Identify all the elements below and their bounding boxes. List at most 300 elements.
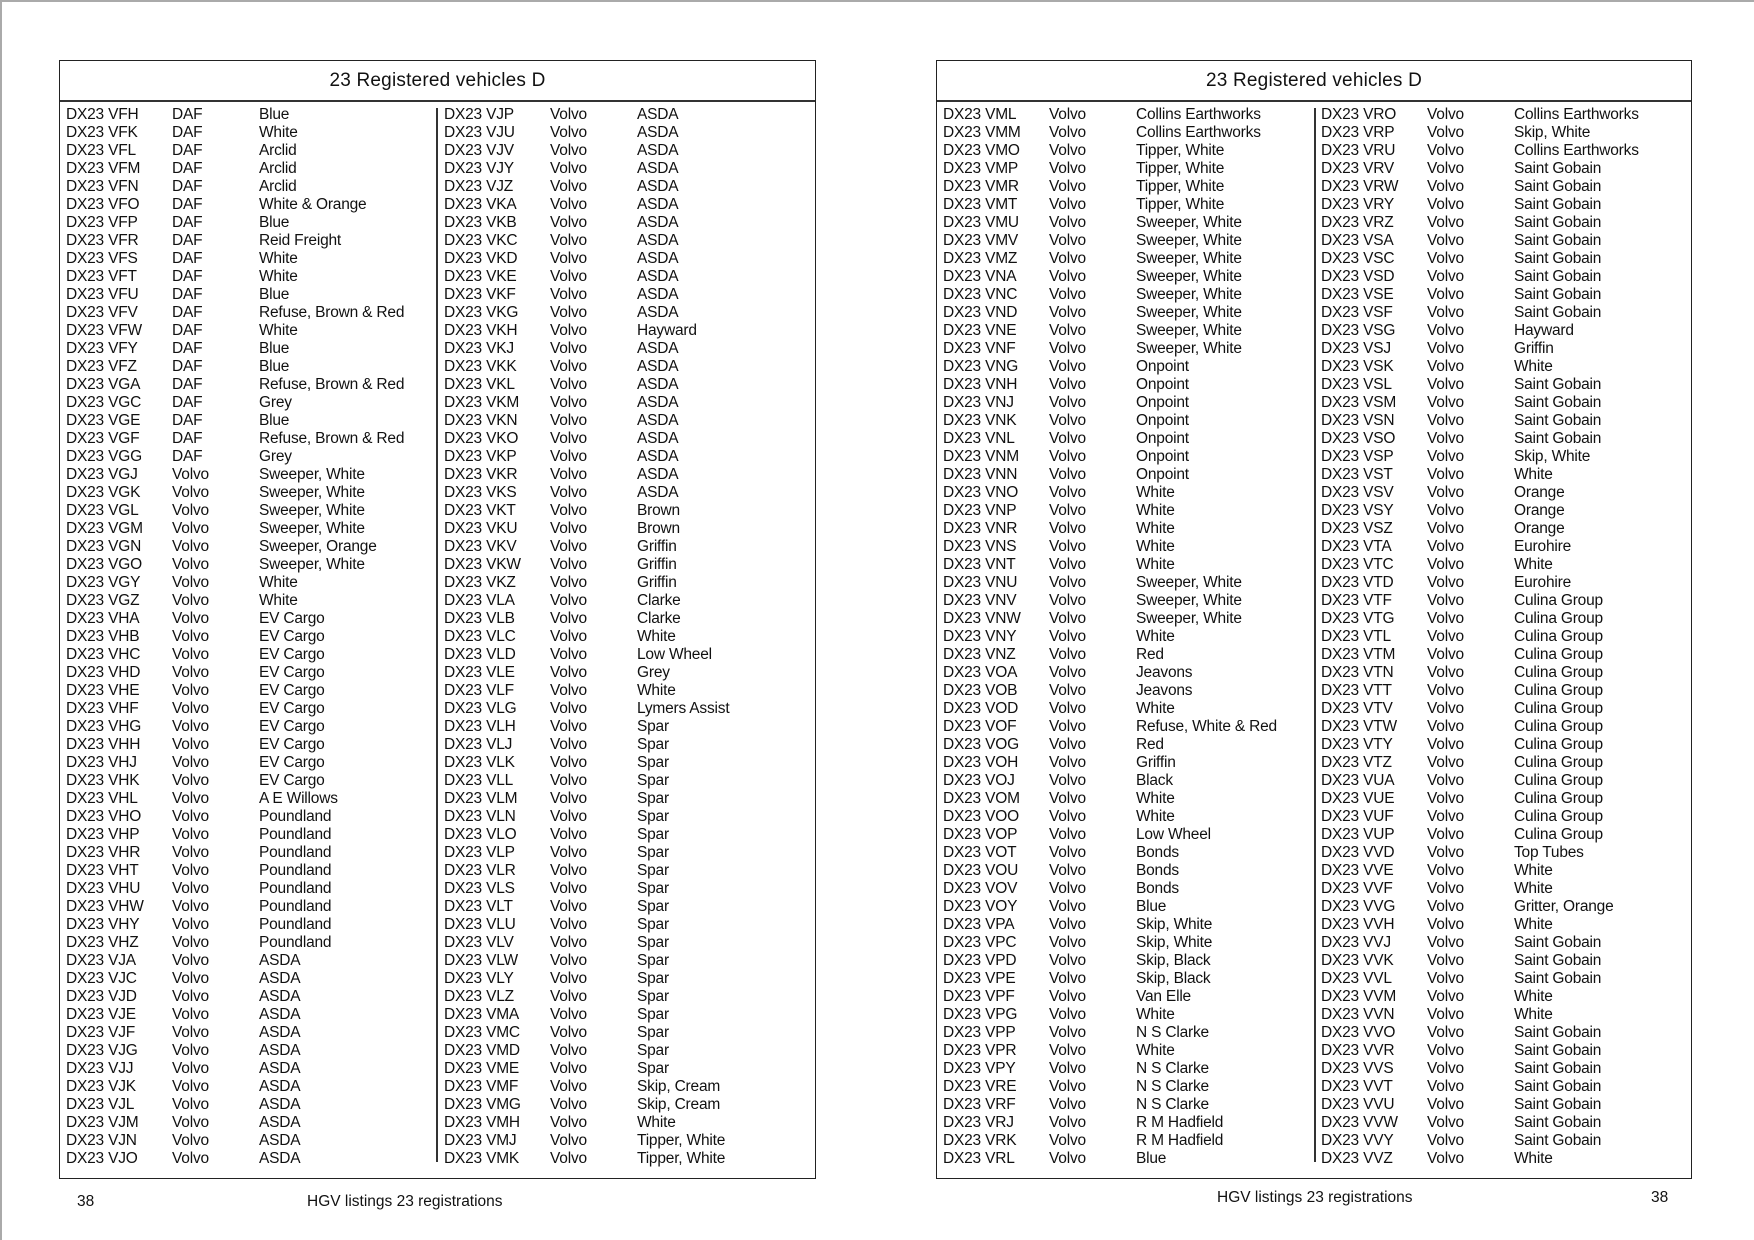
operator-cell: White — [1136, 556, 1175, 573]
make-cell: Volvo — [550, 178, 587, 195]
registration-cell: DX23 VHC — [66, 646, 141, 663]
operator-cell: ASDA — [259, 1006, 301, 1023]
registration-cell: DX23 VOM — [943, 790, 1020, 807]
operator-cell: Spar — [637, 1006, 669, 1023]
registration-cell: DX23 VJF — [66, 1024, 136, 1041]
make-cell: Volvo — [172, 1078, 209, 1095]
operator-cell: Brown — [637, 502, 680, 519]
registration-cell: DX23 VHD — [66, 664, 141, 681]
registration-cell: DX23 VGO — [66, 556, 142, 573]
registration-cell: DX23 VHH — [66, 736, 141, 753]
registration-cell: DX23 VGL — [66, 502, 139, 519]
make-cell: Volvo — [172, 1132, 209, 1149]
operator-cell: Saint Gobain — [1514, 952, 1602, 969]
make-cell: Volvo — [550, 556, 587, 573]
operator-cell: White — [259, 268, 298, 285]
registration-cell: DX23 VMV — [943, 232, 1019, 249]
make-cell: Volvo — [550, 196, 587, 213]
make-cell: DAF — [172, 286, 203, 303]
operator-cell: Spar — [637, 934, 669, 951]
operator-cell: ASDA — [637, 376, 679, 393]
registration-cell: DX23 VSV — [1321, 484, 1394, 501]
make-cell: Volvo — [172, 754, 209, 771]
operator-cell: Saint Gobain — [1514, 970, 1602, 987]
registration-cell: DX23 VJC — [66, 970, 137, 987]
operator-cell: EV Cargo — [259, 754, 325, 771]
registration-cell: DX23 VGA — [66, 376, 141, 393]
operator-cell: Sweeper, White — [1136, 304, 1242, 321]
make-cell: Volvo — [1427, 268, 1464, 285]
operator-cell: R M Hadfield — [1136, 1114, 1224, 1131]
make-cell: DAF — [172, 178, 203, 195]
registration-cell: DX23 VMR — [943, 178, 1019, 195]
operator-cell: EV Cargo — [259, 682, 325, 699]
operator-cell: Spar — [637, 826, 669, 843]
operator-cell: Saint Gobain — [1514, 286, 1602, 303]
registration-cell: DX23 VTA — [1321, 538, 1392, 555]
operator-cell: Spar — [637, 1042, 669, 1059]
operator-cell: Bonds — [1136, 862, 1179, 879]
make-cell: Volvo — [1049, 1024, 1086, 1041]
registration-cell: DX23 VHO — [66, 808, 142, 825]
operator-cell: Red — [1136, 736, 1164, 753]
make-cell: Volvo — [1049, 610, 1086, 627]
make-cell: Volvo — [550, 124, 587, 141]
page-title: 23 Registered vehicles D — [937, 61, 1691, 102]
operator-cell: White — [1514, 880, 1553, 897]
make-cell: Volvo — [172, 1024, 209, 1041]
operator-cell: Hayward — [637, 322, 697, 339]
operator-cell: Culina Group — [1514, 700, 1603, 717]
registration-cell: DX23 VUF — [1321, 808, 1394, 825]
registration-cell: DX23 VLV — [444, 934, 514, 951]
operator-cell: Arclid — [259, 160, 297, 177]
registration-cell: DX23 VNV — [943, 592, 1017, 609]
registration-cell: DX23 VSO — [1321, 430, 1396, 447]
registration-cell: DX23 VMH — [444, 1114, 520, 1131]
make-cell: Volvo — [1049, 880, 1086, 897]
make-cell: Volvo — [550, 376, 587, 393]
registration-cell: DX23 VOF — [943, 718, 1017, 735]
operator-cell: Spar — [637, 844, 669, 861]
make-cell: Volvo — [1427, 808, 1464, 825]
operator-cell: Grey — [259, 394, 292, 411]
registration-cell: DX23 VLD — [444, 646, 516, 663]
make-cell: Volvo — [550, 538, 587, 555]
registration-cell: DX23 VJP — [444, 106, 514, 123]
operator-cell: White — [1514, 556, 1553, 573]
operator-cell: N S Clarke — [1136, 1060, 1209, 1077]
operator-cell: Sweeper, White — [1136, 286, 1242, 303]
registration-cell: DX23 VKL — [444, 376, 515, 393]
registration-cell: DX23 VRP — [1321, 124, 1395, 141]
registration-cell: DX23 VSN — [1321, 412, 1395, 429]
registration-cell: DX23 VHR — [66, 844, 141, 861]
operator-cell: Saint Gobain — [1514, 1132, 1602, 1149]
make-cell: Volvo — [1049, 232, 1086, 249]
make-cell: Volvo — [1049, 1132, 1086, 1149]
registration-cell: DX23 VTL — [1321, 628, 1391, 645]
make-cell: Volvo — [550, 214, 587, 231]
registration-cell: DX23 VJE — [66, 1006, 136, 1023]
operator-cell: A E Willows — [259, 790, 338, 807]
make-cell: Volvo — [1427, 502, 1464, 519]
make-cell: Volvo — [1049, 196, 1086, 213]
operator-cell: Culina Group — [1514, 754, 1603, 771]
operator-cell: White — [1136, 520, 1175, 537]
make-cell: Volvo — [1427, 718, 1464, 735]
operator-cell: Saint Gobain — [1514, 232, 1602, 249]
footer-text: HGV listings 23 registrations — [1217, 1189, 1413, 1206]
registration-cell: DX23 VOA — [943, 664, 1018, 681]
make-cell: Volvo — [550, 1042, 587, 1059]
make-cell: DAF — [172, 322, 203, 339]
make-cell: DAF — [172, 214, 203, 231]
operator-cell: ASDA — [259, 1132, 301, 1149]
make-cell: Volvo — [1049, 556, 1086, 573]
make-cell: Volvo — [550, 430, 587, 447]
make-cell: Volvo — [550, 700, 587, 717]
make-cell: Volvo — [550, 1024, 587, 1041]
registration-cell: DX23 VNR — [943, 520, 1018, 537]
registration-cell: DX23 VFK — [66, 124, 138, 141]
make-cell: Volvo — [1049, 736, 1086, 753]
operator-cell: Low Wheel — [637, 646, 712, 663]
registration-cell: DX23 VFW — [66, 322, 142, 339]
registration-cell: DX23 VMA — [444, 1006, 520, 1023]
registration-cell: DX23 VSM — [1321, 394, 1397, 411]
registration-cell: DX23 VNL — [943, 430, 1015, 447]
make-cell: Volvo — [172, 934, 209, 951]
operator-cell: Saint Gobain — [1514, 160, 1602, 177]
registration-cell: DX23 VVD — [1321, 844, 1395, 861]
make-cell: Volvo — [550, 718, 587, 735]
operator-cell: Grey — [259, 448, 292, 465]
operator-cell: Jeavons — [1136, 682, 1193, 699]
operator-cell: Reid Freight — [259, 232, 342, 249]
operator-cell: ASDA — [259, 1150, 301, 1167]
make-cell: Volvo — [1427, 610, 1464, 627]
operator-cell: Blue — [259, 340, 290, 357]
make-cell: Volvo — [550, 682, 587, 699]
operator-cell: Poundland — [259, 916, 332, 933]
registration-cell: DX23 VLB — [444, 610, 515, 627]
make-cell: Volvo — [1427, 448, 1464, 465]
operator-cell: Sweeper, White — [1136, 610, 1242, 627]
operator-cell: Spar — [637, 808, 669, 825]
make-cell: DAF — [172, 124, 203, 141]
operator-cell: Low Wheel — [1136, 826, 1211, 843]
make-cell: Volvo — [1427, 466, 1464, 483]
operator-cell: Saint Gobain — [1514, 1024, 1602, 1041]
registration-cell: DX23 VHK — [66, 772, 140, 789]
registration-cell: DX23 VVW — [1321, 1114, 1398, 1131]
operator-cell: Culina Group — [1514, 682, 1603, 699]
make-cell: Volvo — [1049, 1114, 1086, 1131]
make-cell: Volvo — [172, 484, 209, 501]
registration-cell: DX23 VKE — [444, 268, 517, 285]
registration-cell: DX23 VLH — [444, 718, 516, 735]
make-cell: Volvo — [550, 358, 587, 375]
operator-cell: N S Clarke — [1136, 1078, 1209, 1095]
make-cell: Volvo — [1049, 970, 1086, 987]
operator-cell: Spar — [637, 988, 669, 1005]
make-cell: DAF — [172, 304, 203, 321]
make-cell: Volvo — [1049, 574, 1086, 591]
registration-cell: DX23 VHA — [66, 610, 140, 627]
operator-cell: Culina Group — [1514, 808, 1603, 825]
operator-cell: White — [259, 592, 298, 609]
make-cell: Volvo — [1049, 286, 1086, 303]
operator-cell: Jeavons — [1136, 664, 1193, 681]
registration-cell: DX23 VGY — [66, 574, 141, 591]
make-cell: Volvo — [172, 772, 209, 789]
make-cell: Volvo — [172, 844, 209, 861]
registration-cell: DX23 VJL — [66, 1096, 135, 1113]
operator-cell: Saint Gobain — [1514, 412, 1602, 429]
operator-cell: Refuse, Brown & Red — [259, 430, 405, 447]
make-cell: Volvo — [1049, 412, 1086, 429]
operator-cell: Tipper, White — [637, 1132, 726, 1149]
registration-cell: DX23 VVG — [1321, 898, 1396, 915]
make-cell: Volvo — [1427, 160, 1464, 177]
operator-cell: White — [1514, 988, 1553, 1005]
make-cell: Volvo — [1427, 1150, 1464, 1167]
make-cell: Volvo — [550, 394, 587, 411]
registration-cell: DX23 VKM — [444, 394, 520, 411]
registration-cell: DX23 VVN — [1321, 1006, 1395, 1023]
registration-cell: DX23 VPY — [943, 1060, 1016, 1077]
operator-cell: ASDA — [259, 1042, 301, 1059]
operator-cell: White — [637, 682, 676, 699]
operator-cell: Collins Earthworks — [1514, 106, 1639, 123]
operator-cell: Sweeper, White — [259, 556, 365, 573]
operator-cell: ASDA — [637, 196, 679, 213]
operator-cell: EV Cargo — [259, 700, 325, 717]
operator-cell: White — [1136, 808, 1175, 825]
make-cell: DAF — [172, 142, 203, 159]
operator-cell: ASDA — [637, 178, 679, 195]
make-cell: Volvo — [1427, 286, 1464, 303]
registration-cell: DX23 VMF — [444, 1078, 519, 1095]
operator-cell: Sweeper, White — [1136, 592, 1242, 609]
operator-cell: Sweeper, White — [259, 502, 365, 519]
make-cell: Volvo — [550, 322, 587, 339]
make-cell: Volvo — [1427, 394, 1464, 411]
registration-cell: DX23 VNM — [943, 448, 1019, 465]
make-cell: Volvo — [550, 934, 587, 951]
make-cell: Volvo — [550, 898, 587, 915]
operator-cell: EV Cargo — [259, 610, 325, 627]
make-cell: Volvo — [172, 952, 209, 969]
make-cell: Volvo — [172, 466, 209, 483]
listing-box-right — [936, 60, 1692, 1179]
registration-cell: DX23 VKF — [444, 286, 516, 303]
make-cell: Volvo — [550, 610, 587, 627]
operator-cell: ASDA — [637, 106, 679, 123]
make-cell: Volvo — [1427, 880, 1464, 897]
registration-cell: DX23 VKR — [444, 466, 518, 483]
registration-cell: DX23 VJJ — [66, 1060, 134, 1077]
make-cell: Volvo — [1427, 664, 1464, 681]
make-cell: Volvo — [1049, 1006, 1086, 1023]
operator-cell: Grey — [637, 664, 670, 681]
registration-cell: DX23 VLE — [444, 664, 515, 681]
operator-cell: ASDA — [637, 286, 679, 303]
registration-cell: DX23 VVT — [1321, 1078, 1393, 1095]
operator-cell: ASDA — [637, 250, 679, 267]
operator-cell: ASDA — [637, 412, 679, 429]
registration-cell: DX23 VFL — [66, 142, 136, 159]
operator-cell: Blue — [259, 214, 290, 231]
registration-cell: DX23 VTT — [1321, 682, 1392, 699]
make-cell: Volvo — [550, 1060, 587, 1077]
operator-cell: ASDA — [259, 1114, 301, 1131]
registration-cell: DX23 VKO — [444, 430, 519, 447]
operator-cell: Sweeper, White — [1136, 214, 1242, 231]
registration-cell: DX23 VOD — [943, 700, 1019, 717]
make-cell: Volvo — [1049, 448, 1086, 465]
make-cell: Volvo — [1049, 358, 1086, 375]
registration-cell: DX23 VGZ — [66, 592, 140, 609]
operator-cell: Onpoint — [1136, 466, 1189, 483]
make-cell: Volvo — [550, 808, 587, 825]
operator-cell: Sweeper, White — [1136, 322, 1242, 339]
registration-cell: DX23 VOV — [943, 880, 1018, 897]
make-cell: Volvo — [172, 790, 209, 807]
make-cell: Volvo — [1427, 592, 1464, 609]
make-cell: Volvo — [172, 718, 209, 735]
make-cell: Volvo — [172, 862, 209, 879]
registration-cell: DX23 VFY — [66, 340, 138, 357]
make-cell: Volvo — [550, 736, 587, 753]
make-cell: Volvo — [1427, 700, 1464, 717]
registration-cell: DX23 VRJ — [943, 1114, 1014, 1131]
registration-cell: DX23 VGK — [66, 484, 141, 501]
make-cell: Volvo — [1427, 1132, 1464, 1149]
make-cell: Volvo — [1049, 124, 1086, 141]
operator-cell: Blue — [259, 412, 290, 429]
operator-cell: ASDA — [259, 988, 301, 1005]
make-cell: Volvo — [172, 682, 209, 699]
registration-cell: DX23 VMK — [444, 1150, 520, 1167]
registration-cell: DX23 VSG — [1321, 322, 1396, 339]
operator-cell: Skip, Cream — [637, 1096, 721, 1113]
make-cell: Volvo — [1427, 304, 1464, 321]
make-cell: Volvo — [1427, 1042, 1464, 1059]
registration-cell: DX23 VKH — [444, 322, 518, 339]
make-cell: Volvo — [1049, 592, 1086, 609]
registration-cell: DX23 VNT — [943, 556, 1016, 573]
operator-cell: Clarke — [637, 610, 681, 627]
registration-cell: DX23 VMU — [943, 214, 1019, 231]
registration-cell: DX23 VJN — [66, 1132, 137, 1149]
operator-cell: ASDA — [637, 358, 679, 375]
make-cell: Volvo — [1049, 250, 1086, 267]
make-cell: Volvo — [1049, 808, 1086, 825]
registration-cell: DX23 VJZ — [444, 178, 514, 195]
make-cell: Volvo — [1049, 718, 1086, 735]
registration-cell: DX23 VHW — [66, 898, 144, 915]
registration-cell: DX23 VLG — [444, 700, 517, 717]
make-cell: Volvo — [1049, 826, 1086, 843]
registration-cell: DX23 VVY — [1321, 1132, 1394, 1149]
operator-cell: Spar — [637, 880, 669, 897]
operator-cell: ASDA — [637, 214, 679, 231]
registration-cell: DX23 VFM — [66, 160, 141, 177]
operator-cell: White — [1136, 484, 1175, 501]
registration-cell: DX23 VFP — [66, 214, 138, 231]
operator-cell: Saint Gobain — [1514, 304, 1602, 321]
make-cell: Volvo — [1427, 250, 1464, 267]
operator-cell: Saint Gobain — [1514, 934, 1602, 951]
operator-cell: ASDA — [637, 448, 679, 465]
make-cell: DAF — [172, 394, 203, 411]
registration-cell: DX23 VPR — [943, 1042, 1017, 1059]
operator-cell: Spar — [637, 952, 669, 969]
operator-cell: EV Cargo — [259, 646, 325, 663]
operator-cell: Saint Gobain — [1514, 250, 1602, 267]
registration-cell: DX23 VRW — [1321, 178, 1399, 195]
make-cell: Volvo — [1427, 376, 1464, 393]
make-cell: Volvo — [550, 286, 587, 303]
make-cell: Volvo — [550, 916, 587, 933]
operator-cell: Culina Group — [1514, 664, 1603, 681]
make-cell: Volvo — [1427, 754, 1464, 771]
registration-cell: DX23 VHU — [66, 880, 141, 897]
make-cell: Volvo — [172, 502, 209, 519]
make-cell: Volvo — [1427, 1114, 1464, 1131]
operator-cell: Saint Gobain — [1514, 1114, 1602, 1131]
make-cell: DAF — [172, 340, 203, 357]
make-cell: Volvo — [172, 574, 209, 591]
make-cell: Volvo — [172, 610, 209, 627]
registration-cell: DX23 VNY — [943, 628, 1017, 645]
registration-cell: DX23 VHJ — [66, 754, 137, 771]
make-cell: Volvo — [1049, 1150, 1086, 1167]
operator-cell: Skip, White — [1136, 916, 1213, 933]
operator-cell: Saint Gobain — [1514, 1078, 1602, 1095]
operator-cell: White & Orange — [259, 196, 367, 213]
make-cell: Volvo — [1049, 430, 1086, 447]
make-cell: Volvo — [1049, 700, 1086, 717]
operator-cell: ASDA — [637, 304, 679, 321]
registration-cell: DX23 VGE — [66, 412, 141, 429]
make-cell: Volvo — [1049, 682, 1086, 699]
operator-cell: ASDA — [637, 340, 679, 357]
registration-cell: DX23 VNC — [943, 286, 1018, 303]
make-cell: Volvo — [1049, 1096, 1086, 1113]
make-cell: Volvo — [1049, 160, 1086, 177]
make-cell: Volvo — [1427, 322, 1464, 339]
registration-cell: DX23 VHZ — [66, 934, 139, 951]
operator-cell: Saint Gobain — [1514, 376, 1602, 393]
footer-text: HGV listings 23 registrations — [307, 1193, 503, 1210]
registration-cell: DX23 VLW — [444, 952, 518, 969]
make-cell: DAF — [172, 160, 203, 177]
registration-cell: DX23 VOH — [943, 754, 1019, 771]
operator-cell: Spar — [637, 1060, 669, 1077]
registration-cell: DX23 VNG — [943, 358, 1019, 375]
column-divider — [436, 108, 438, 1162]
registration-cell: DX23 VNU — [943, 574, 1018, 591]
registration-cell: DX23 VTZ — [1321, 754, 1392, 771]
registration-cell: DX23 VHG — [66, 718, 142, 735]
registration-cell: DX23 VOB — [943, 682, 1018, 699]
operator-cell: Skip, Black — [1136, 952, 1211, 969]
make-cell: Volvo — [1427, 772, 1464, 789]
operator-cell: Bonds — [1136, 844, 1179, 861]
